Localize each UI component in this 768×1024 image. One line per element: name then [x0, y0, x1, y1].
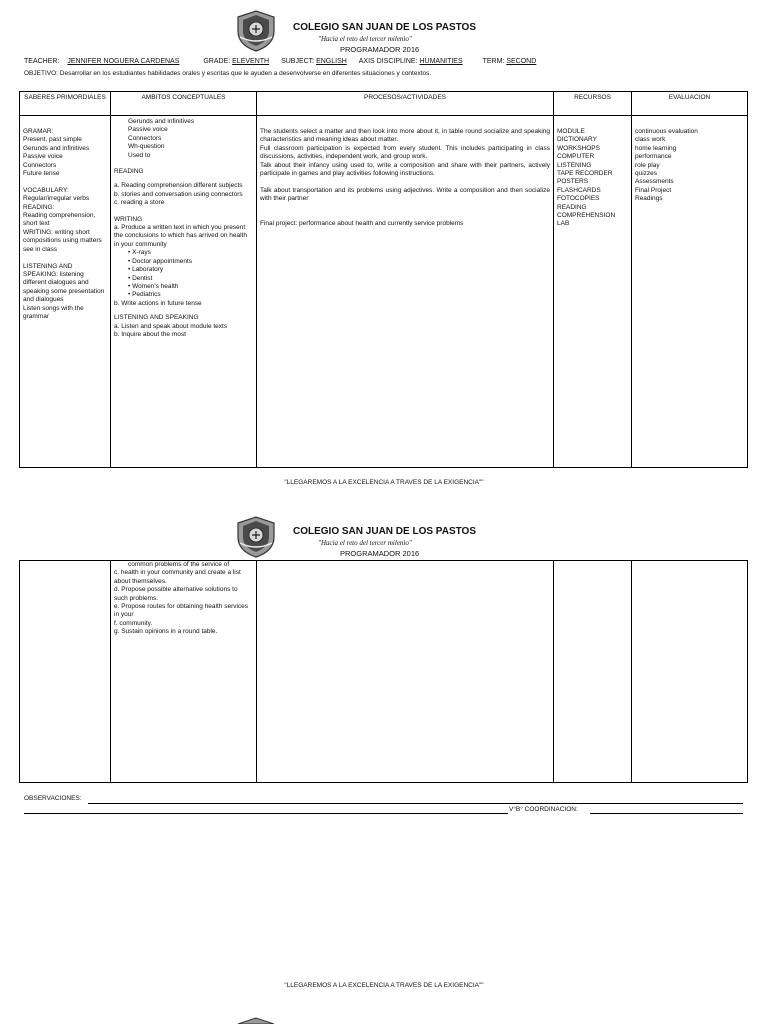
- evaluacion-cell: [632, 116, 748, 468]
- observaciones-label: OBSERVACIONES:: [24, 795, 82, 802]
- axis-label: AXIS DISCIPLINE:: [358, 58, 418, 65]
- school-motto: "Hacia el reto del tercer milenio": [318, 539, 412, 547]
- grade-value: ELEVENTH: [232, 58, 270, 65]
- writing-bullet: • Pediatrics: [128, 291, 161, 299]
- school-crest-logo: [234, 515, 278, 559]
- school-motto: "Hacia el reto del tercer milenio": [318, 35, 412, 43]
- subject-value: ENGLISH: [316, 58, 347, 65]
- reading-title: READING: [114, 168, 144, 176]
- procesos-cell: [257, 116, 554, 468]
- ambitos-item: Used to: [128, 151, 151, 159]
- school-name: COLEGIO SAN JUAN DE LOS PASTOS: [293, 22, 476, 33]
- evaluacion-text: continuous evaluation class work home learning performance role play quizzes Assessments Final Project Readings: [635, 128, 698, 203]
- document-title: PROGRAMADOR 2016: [340, 45, 420, 54]
- ambitos-continued-item: g. Sustain opinions in a round table.: [114, 628, 218, 636]
- teacher-name: JENNIFER NOGUERA CARDENAS: [67, 58, 180, 65]
- planning-table-page2: [19, 560, 748, 783]
- coordinacion-label: V°B° COORDINACION:: [509, 806, 578, 813]
- header-ambitos: AMBITOS CONCEPTUALES: [111, 92, 257, 116]
- writing-bullet: • Laboratory: [128, 266, 164, 274]
- saberes-cell-empty: [20, 561, 111, 783]
- term-value: SECOND: [506, 58, 537, 65]
- writing-bullet: • Dentist: [128, 274, 153, 282]
- ambitos-cell: [111, 116, 257, 468]
- term-label: TERM:: [482, 58, 505, 65]
- planning-table-page1: [19, 91, 748, 468]
- ambitos-item: Gerunds and infinitives: [128, 118, 195, 125]
- listening-title: LISTENING AND SPEAKING: [114, 314, 199, 322]
- header-info-line: [24, 58, 536, 65]
- header-saberes: SABERES PRIMORDIALES: [20, 92, 111, 116]
- writing-item-b: b. Write actions in future tense: [114, 299, 202, 307]
- teacher-label: TEACHER:: [24, 58, 60, 65]
- recursos-text: MODULE DICTIONARY WORKSHOPS COMPUTER LISTENING TAPE RECORDER POSTERS FLASHCARDS FOTOCOPIES READING COMPREHENSION LAB: [557, 128, 616, 228]
- ambitos-continued-item: c. health in your community and create a list about themselves.: [114, 569, 241, 585]
- header-evaluacion: EVALUACION: [632, 92, 748, 116]
- observaciones-line: [88, 803, 743, 804]
- recursos-cell-empty: [554, 561, 632, 783]
- ambitos-item: Wh-question: [128, 143, 165, 151]
- subject-label: SUBJECT:: [281, 58, 315, 65]
- observaciones-line-2: [24, 813, 508, 814]
- axis-value: HUMANITIES: [419, 58, 463, 65]
- writing-bullet: • Doctor appointments: [128, 257, 193, 265]
- writing-bullet: • Women's health: [128, 282, 179, 290]
- school-crest-logo: [234, 9, 278, 53]
- grade-label: GRADE:: [203, 58, 231, 65]
- listening-item: a. Listen and speak about module texts: [114, 322, 228, 330]
- ambitos-item: Passive voice: [128, 126, 168, 134]
- writing-item-a: a. Produce a written text in which you present the conclusions to which has arrived on health in your community: [114, 224, 247, 248]
- coordinacion-signature-line: [590, 813, 743, 814]
- header-procesos: PROCESOS/ACTIVIDADES: [257, 92, 554, 116]
- listening-item: b. Inquire about the most: [114, 330, 186, 338]
- document-title: PROGRAMADOR 2016: [340, 549, 420, 558]
- ambitos-cell-continued: [111, 561, 257, 783]
- recursos-cell: [554, 116, 632, 468]
- objective-text: OBJETIVO: Desarrollar en los estudiantes habilidades orales y escritas que le ayuden a desenvolverse en diferentes situaciones y contextos.: [24, 70, 432, 77]
- header-recursos: RECURSOS: [554, 92, 632, 116]
- slogan-page2: "LLEGAREMOS A LA EXCELENCIA A TRAVES DE LA EXIGENCIA"": [284, 982, 484, 989]
- saberes-text: GRAMAR: Present, past simple Gerunds and infinitives Passive voice Connectors Future tense VOCABULARY: Regular/irregular verbs READING: Reading comprehension, short text WRITING: writing short compositions using matters see in class LISTENING AND SPEAKING: listening different dialogues and speaking some presentation and dialogues Listen songs with the grammar: [23, 128, 105, 320]
- ambitos-continued-item: f. community.: [114, 619, 153, 627]
- ambitos-continued-item: e. Propose routes for obtaining health services in your: [114, 603, 249, 619]
- school-crest-logo-partial: [234, 1016, 278, 1024]
- procesos-cell-empty: [257, 561, 554, 783]
- reading-item: b. stories and conversation using connectors: [114, 190, 243, 198]
- ambitos-continued-item: d. Propose possible alternative solutions to such problems.: [114, 586, 238, 602]
- reading-item: a. Reading comprehension different subjects: [114, 182, 243, 190]
- procesos-text: The students select a matter and then look into more about it, in table round socialize and speaking characteristics and meaning ideas about matter. Full classroom participation is expected from every student. This includes participating in class discussions, activities, independent work, and group work. Talk about their infancy using used to, write a composition and share with their partners, actively participate in games and play activities following instructions. Talk about transportation and its problems using adjectives. Write a composition and then socialize with their partner Final project: performance about health and currently service problems: [260, 128, 550, 228]
- evaluacion-cell-empty: [632, 561, 748, 783]
- reading-item: c. reading a store: [114, 199, 165, 207]
- writing-title: WRITING: [114, 215, 143, 223]
- ambitos-item: Connectors: [128, 134, 162, 142]
- school-name: COLEGIO SAN JUAN DE LOS PASTOS: [293, 526, 476, 537]
- writing-bullet: • X-rays: [128, 249, 151, 257]
- ambitos-continued-item: common problems of the service of: [128, 561, 230, 568]
- slogan-page1: "LLEGAREMOS A LA EXCELENCIA A TRAVES DE LA EXIGENCIA"": [284, 479, 484, 486]
- saberes-cell: [20, 116, 111, 468]
